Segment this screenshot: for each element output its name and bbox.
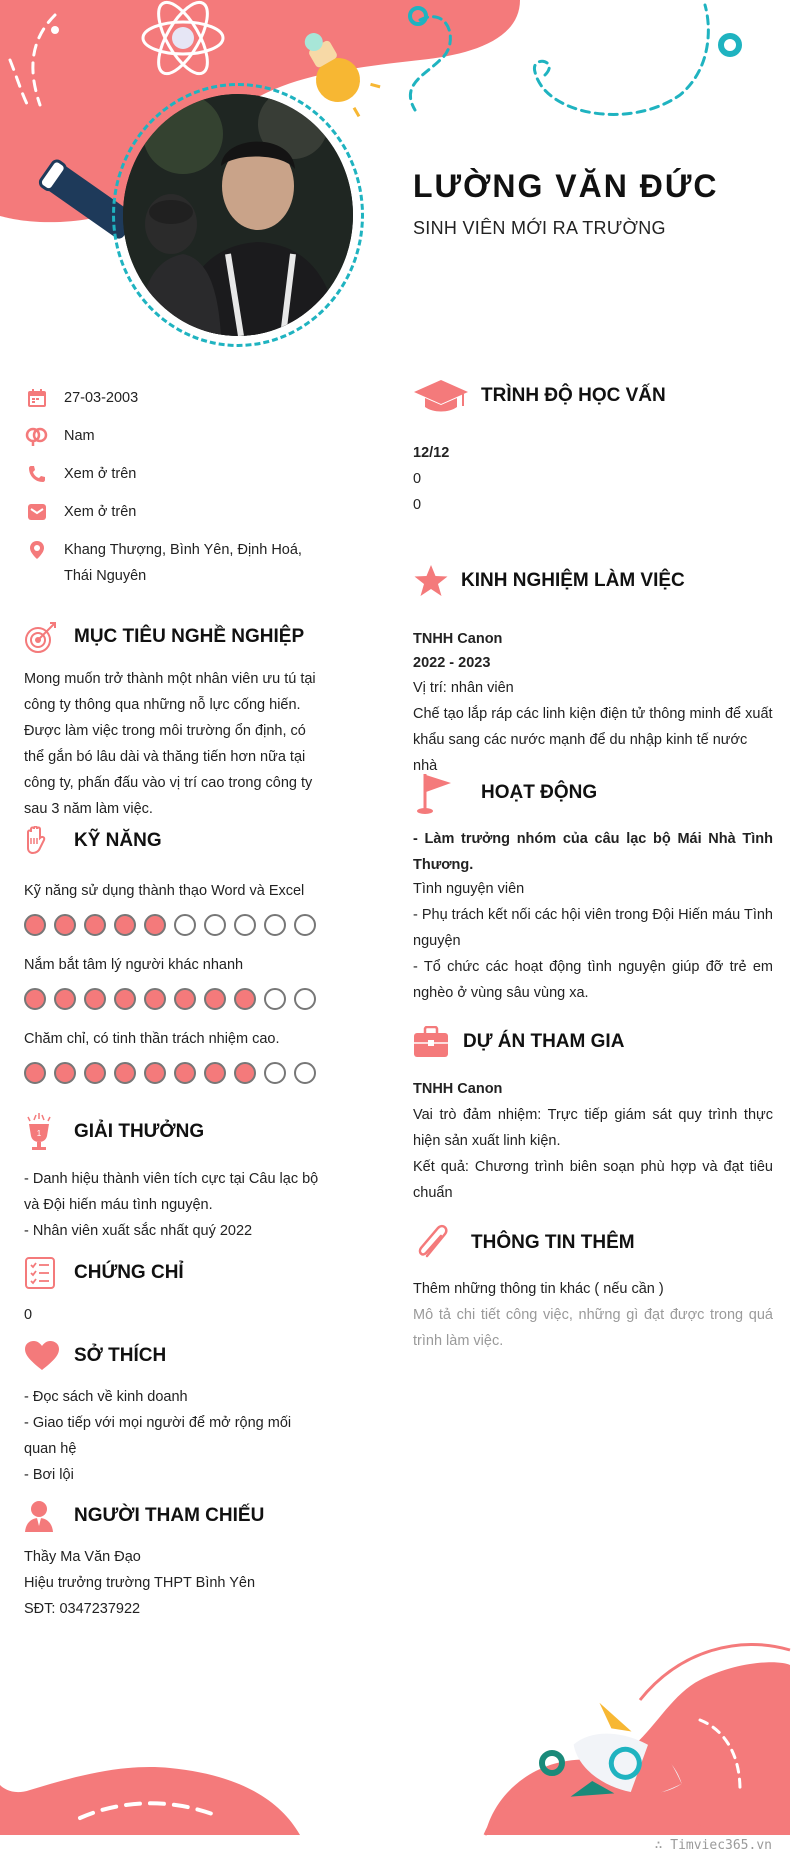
rating-dot-empty: [294, 1062, 316, 1084]
project-result: Kết quả: Chương trình biên soạn phù hợp và đạt tiêu chuẩn: [413, 1159, 773, 1201]
rating-dot-empty: [294, 914, 316, 936]
person-silhouette-icon: [123, 94, 353, 336]
contact-email: [24, 499, 324, 525]
trophy-icon: [24, 1112, 54, 1152]
rating-dot-filled: [204, 988, 226, 1010]
contact-birthdate: [24, 385, 324, 411]
section-title: MỤC TIÊU NGHỀ NGHIỆP: [74, 626, 305, 647]
awards-line: - Nhân viên xuất sắc nhất quý 2022: [24, 1223, 253, 1239]
hobby-line: - Đọc sách về kinh doanh: [24, 1389, 188, 1405]
checklist-icon: [24, 1256, 56, 1290]
job-title: SINH VIÊN MỚI RA TRƯỜNG: [413, 218, 666, 238]
rating-dot-filled: [204, 1062, 226, 1084]
reference-line: SĐT: 0347237922: [24, 1601, 141, 1617]
section-extra-header: [413, 1222, 635, 1264]
hobby-line: - Giao tiếp với mọi người để mở rộng mối quan hệ: [24, 1415, 292, 1457]
section-education-header: [413, 378, 666, 414]
hobby-line: - Bơi lội: [24, 1467, 74, 1483]
rating-dot-filled: [144, 1062, 166, 1084]
rating-dot-empty: [204, 914, 226, 936]
section-title: NGƯỜI THAM CHIẾU: [74, 1505, 265, 1526]
rating-dot-filled: [174, 1062, 196, 1084]
contact-phone: [24, 461, 324, 487]
person-icon: [24, 1500, 54, 1532]
section-title: CHỨNG CHỈ: [74, 1262, 184, 1283]
rating-dot-filled: [54, 988, 76, 1010]
section-title: DỰ ÁN THAM GIA: [463, 1031, 625, 1052]
rating-dot-filled: [234, 988, 256, 1010]
rating-dot-filled: [114, 988, 136, 1010]
rating-dot-filled: [144, 914, 166, 936]
activity-line: - Phụ trách kết nối các hội viên trong Đội Hiến máu Tình nguyện: [413, 907, 774, 949]
contact-text: Khang Thượng, Bình Yên, Định Hoá, Thái Nguyên: [64, 542, 302, 584]
contact-text: Xem ở trên: [64, 466, 137, 482]
rating-dot-filled: [84, 914, 106, 936]
experience-position: Vị trí: nhân viên: [413, 680, 514, 696]
rating-dot-empty: [264, 914, 286, 936]
rating-dot-filled: [84, 988, 106, 1010]
section-title: KỸ NĂNG: [74, 830, 162, 851]
section-hobbies-header: [24, 1340, 166, 1372]
graduation-cap-icon: [413, 378, 469, 414]
section-objective-header: [24, 620, 304, 654]
rating-dot-filled: [24, 988, 46, 1010]
rating-dot-empty: [264, 1062, 286, 1084]
education-line: 0: [413, 471, 422, 487]
section-title: GIẢI THƯỞNG: [74, 1121, 205, 1142]
email-icon: [24, 499, 50, 525]
hand-icon: [24, 826, 48, 856]
contact-text: Nam: [64, 428, 95, 444]
extra-line: Thêm những thông tin khác ( nếu cần ): [413, 1281, 664, 1297]
experience-description: Chế tạo lắp ráp các linh kiện điện tử thông minh để xuất khẩu sang các nước mạnh để du nhập kinh tế nước nhà: [413, 706, 773, 774]
rating-dot-filled: [114, 914, 136, 936]
section-title: TRÌNH ĐỘ HỌC VẤN: [481, 385, 666, 406]
rating-dot-empty: [234, 914, 256, 936]
section-awards-header: [24, 1112, 204, 1152]
skill-name: Kỹ năng sử dụng thành thạo Word và Excel: [24, 883, 305, 899]
section-experience-header: [413, 564, 685, 598]
watermark-credit: ∴ Timviec365.vn: [654, 1838, 772, 1853]
rating-dot-filled: [54, 1062, 76, 1084]
contact-address: [24, 537, 324, 589]
avatar-photo: [123, 94, 353, 336]
section-references-header: [24, 1500, 264, 1532]
section-certificates-header: [24, 1256, 184, 1290]
briefcase-icon: [413, 1026, 449, 1058]
section-activities-header: [413, 770, 597, 816]
rating-dot-filled: [174, 988, 196, 1010]
activity-line: - Tổ chức các hoạt động tình nguyện giúp đỡ trẻ em nghèo ở vùng sâu vùng xa.: [413, 959, 773, 1001]
activity-heading: - Làm trưởng nhóm của câu lạc bộ Mái Nhà Tình Thương.: [413, 831, 773, 873]
svg-text:1: 1: [36, 1129, 42, 1138]
project-company: TNHH Canon: [413, 1081, 503, 1097]
certificates-text: 0: [24, 1307, 33, 1323]
rating-dot-empty: [294, 988, 316, 1010]
rating-dot-empty: [264, 988, 286, 1010]
section-title: KINH NGHIỆM LÀM VIỆC: [461, 570, 685, 591]
skill-name: Nắm bắt tâm lý người khác nhanh: [24, 957, 244, 973]
section-title: SỞ THÍCH: [74, 1345, 167, 1366]
section-title: HOẠT ĐỘNG: [481, 782, 598, 803]
contact-text: Xem ở trên: [64, 504, 137, 520]
rating-dot-filled: [234, 1062, 256, 1084]
skill-rating: [24, 1062, 316, 1084]
experience-period: 2022 - 2023: [413, 655, 491, 671]
objective-text: Mong muốn trở thành một nhân viên ưu tú tại công ty thông qua những nỗ lực cống hiến. Được làm việc trong môi trường ổn định, có thể gắn bó lâu dài và thăng tiến hơn nữa tại công ty, phấn đấu vào vị trí cao trong công ty sau 3 năm làm việc.: [24, 671, 316, 817]
rating-dot-filled: [54, 914, 76, 936]
rating-dot-empty: [174, 914, 196, 936]
reference-line: Hiệu trưởng trường THPT Bình Yên: [24, 1575, 256, 1591]
rating-dot-filled: [24, 914, 46, 936]
rating-dot-filled: [84, 1062, 106, 1084]
section-skills-header: [24, 826, 162, 856]
location-pin-icon: [24, 537, 50, 563]
star-icon: [413, 564, 449, 598]
calendar-icon: [24, 385, 50, 411]
skill-rating: [24, 988, 316, 1010]
flag-icon: [413, 770, 467, 816]
activity-role: Tình nguyện viên: [413, 881, 525, 897]
section-title: THÔNG TIN THÊM: [471, 1232, 635, 1253]
reference-line: Thầy Ma Văn Đạo: [24, 1549, 141, 1565]
project-role: Vai trò đảm nhiệm: Trực tiếp giám sát quy trình thực hiện sản xuất linh kiện.: [413, 1107, 773, 1149]
awards-line: - Danh hiệu thành viên tích cực tại Câu lạc bộ và Đội hiến máu tình nguyện.: [24, 1171, 319, 1213]
phone-icon: [24, 461, 50, 487]
target-icon: [24, 620, 58, 654]
rating-dot-filled: [144, 988, 166, 1010]
extra-description: Mô tả chi tiết công việc, những gì đạt được trong quá trình làm việc.: [413, 1307, 773, 1349]
paperclip-icon: [413, 1222, 455, 1264]
education-grade: 12/12: [413, 445, 450, 461]
contact-gender: [24, 423, 324, 449]
gender-icon: [24, 423, 50, 449]
education-line: 0: [413, 497, 422, 513]
heart-icon: [24, 1340, 60, 1372]
rating-dot-filled: [24, 1062, 46, 1084]
contact-text: 27-03-2003: [64, 390, 139, 406]
experience-company: TNHH Canon: [413, 631, 503, 647]
skill-name: Chăm chỉ, có tinh thần trách nhiệm cao.: [24, 1031, 280, 1047]
full-name: LƯỜNG VĂN ĐỨC: [413, 168, 719, 204]
section-projects-header: [413, 1026, 624, 1058]
skill-rating: [24, 914, 316, 936]
avatar: [112, 83, 364, 347]
rating-dot-filled: [114, 1062, 136, 1084]
